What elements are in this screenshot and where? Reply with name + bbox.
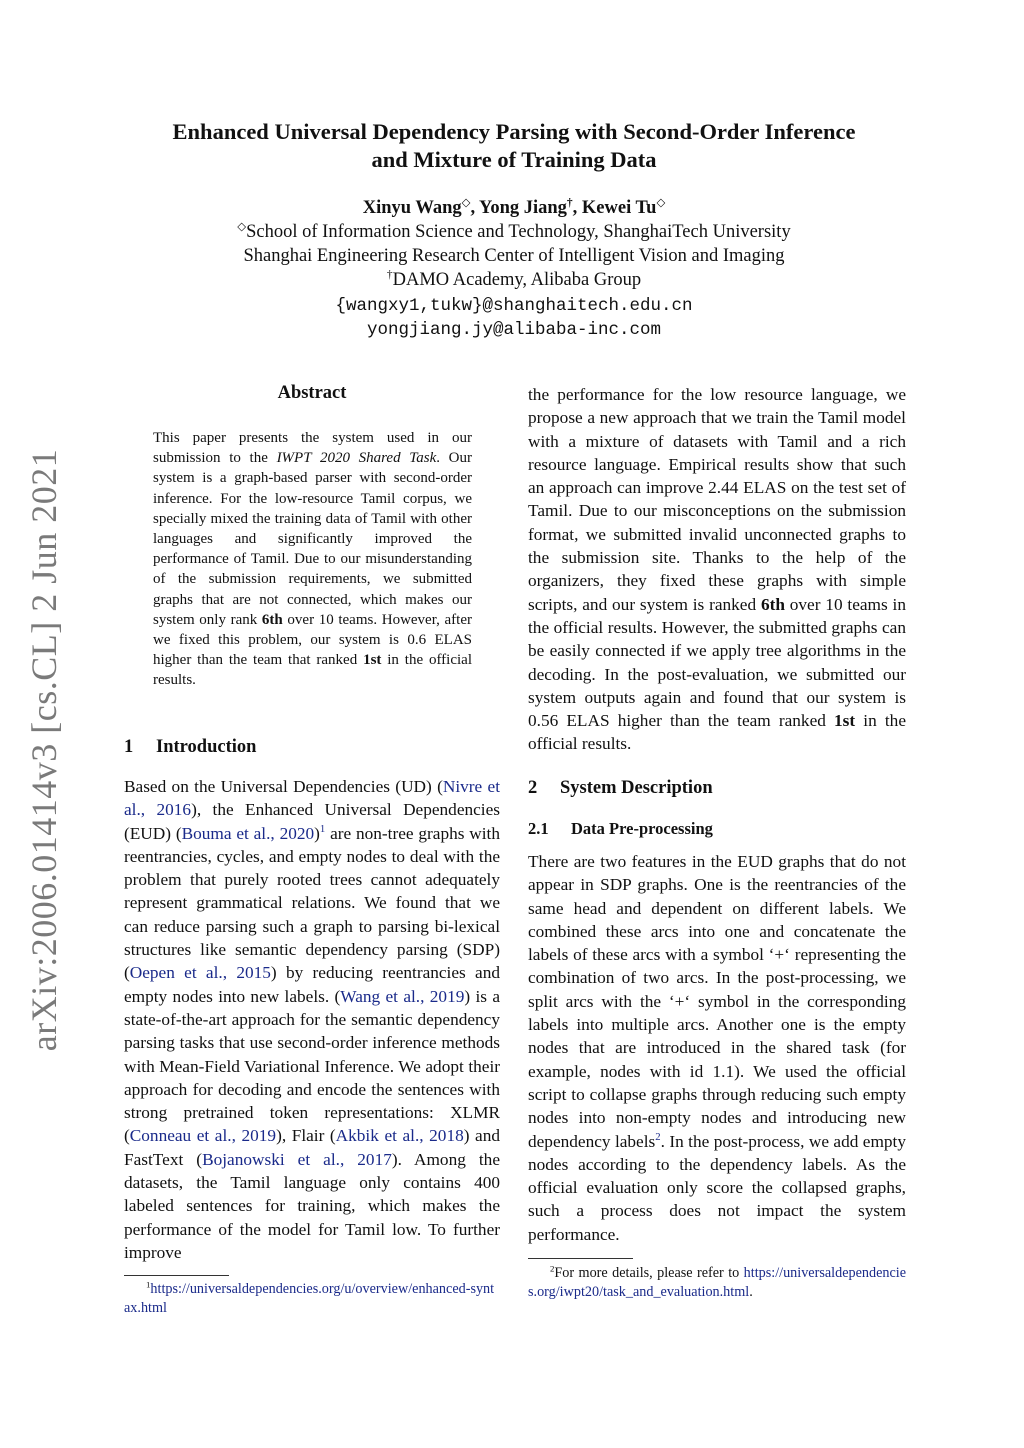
affiliation-3-text: DAMO Academy, Alibaba Group bbox=[392, 270, 642, 290]
author-1-mark: ◇ bbox=[461, 196, 471, 209]
affiliation-2-text: Shanghai Engineering Research Center of Intelligent Vision and Imaging bbox=[243, 246, 785, 266]
affiliation-1-mark: ◇ bbox=[237, 220, 247, 233]
abstract-text: . Our system is a graph-based parser with second-order inference. For the low-resource Tamil corpus, we specially mixed the training data of Tamil with other languages and significantly improved the performance of Tamil. Due to our misunderstanding of the submission requirements, we submitted graphs that are not connected, which makes our system only rank bbox=[153, 450, 473, 628]
affiliation-3-mark: † bbox=[386, 268, 393, 281]
footnote-2 bbox=[528, 1259, 906, 1301]
author-separator: , bbox=[572, 198, 582, 218]
footnote-1-link[interactable]: https://universaldependencies.org/u/overview/enhanced-syntax.html bbox=[124, 1281, 495, 1316]
affiliation-2 bbox=[120, 246, 908, 267]
title-line-1: Enhanced Universal Dependency Parsing with Second-Order Inference bbox=[172, 119, 856, 144]
author-list bbox=[120, 198, 908, 219]
intro-text: ) and FastText ( bbox=[124, 1126, 501, 1169]
arxiv-id-text: arXiv:2006.01414v3 [cs.CL] 2 Jun 2021 bbox=[24, 448, 65, 1052]
section-number: 2 bbox=[528, 778, 538, 798]
intro-text: ), Flair ( bbox=[276, 1126, 336, 1146]
citation-link[interactable]: Bouma et al., 2020 bbox=[181, 823, 315, 843]
paper-title bbox=[120, 118, 908, 174]
abstract-text: This paper presents the system used in our submission to the bbox=[153, 430, 472, 467]
citation-link[interactable]: Akbik et al., 2018 bbox=[335, 1126, 464, 1146]
intro-text: Based on the Universal Dependencies (UD) ( bbox=[124, 777, 443, 796]
abstract-text: over 10 teams. However, after we fixed this problem, our system is 0.6 ELAS higher than the team that ranked bbox=[153, 611, 472, 669]
footnote-2-text: For more details, please refer to bbox=[554, 1265, 744, 1281]
intro-text: ). Among the datasets, the Tamil language only contains 400 labeled sentences for training, which makes the performance of the model for Tamil low. To further improve bbox=[124, 1149, 500, 1262]
footnote-ref-1[interactable]: 1 bbox=[319, 822, 326, 835]
email-1-text: {wangxy1,tukw}@shanghaitech.edu.cn bbox=[335, 296, 693, 316]
citation-link[interactable]: Wang et al., 2019 bbox=[340, 986, 465, 1006]
introduction-continued bbox=[528, 383, 906, 756]
intro-text: ) bbox=[314, 823, 320, 843]
section-title: System Description bbox=[560, 778, 713, 798]
footnote-2-text: . bbox=[749, 1283, 753, 1300]
footnote-2-link[interactable]: https://universaldependencies.org/iwpt20/task_and_evaluation.html bbox=[528, 1265, 906, 1300]
footnote-1-mark: 1 bbox=[146, 1279, 151, 1290]
preprocessing-text: . In the post-process, we add empty nodes according to the dependency labels. As the official evaluation only score the collapsed graphs, such a process does not impact the system performance. bbox=[528, 1131, 906, 1244]
author-separator: , bbox=[470, 198, 480, 218]
footnote-1 bbox=[124, 1276, 500, 1317]
rank-bold: 1st bbox=[834, 711, 856, 731]
footnote-area-left bbox=[124, 1275, 500, 1317]
author-1: Xinyu Wang bbox=[362, 198, 462, 218]
intro-cont-text: the performance for the low resource language, we propose a new approach that we train the Tamil model with a mixture of datasets with Tamil and a rich resource language. Empirical results show that such an approach can improve 2.44 ELAS on the test set of Tamil. Due to our misconceptions on the submission format, we submitted invalid unconnected graphs to the submission site. Thanks to the help of the organizers, they fixed these graphs with simple scripts, and our system is ranked bbox=[528, 385, 906, 614]
data-preprocessing-paragraph bbox=[528, 850, 906, 1246]
section-1-heading bbox=[124, 737, 500, 758]
rank-bold: 6th bbox=[760, 594, 785, 614]
abstract-body bbox=[153, 428, 472, 691]
intro-cont-text: over 10 teams in the official results. However, the submitted graphs can be easily connected if we apply tree algorithms in the decoding. In the post-evaluation, we submitted our system outputs again and found that our system is 0.56 ELAS higher than the team ranked bbox=[528, 594, 906, 731]
abstract-heading: Abstract bbox=[277, 383, 347, 403]
citation-link[interactable]: Conneau et al., 2019 bbox=[129, 1126, 277, 1146]
subsection-2-1-heading bbox=[528, 819, 906, 839]
affiliation-1-text: School of Information Science and Technology, ShanghaiTech University bbox=[246, 222, 791, 242]
citation-link[interactable]: Bojanowski et al., 2017 bbox=[202, 1149, 392, 1169]
title-line-2: and Mixture of Training Data bbox=[371, 147, 657, 172]
intro-text: are non-tree graphs with reentrancies, cycles, and empty nodes to deal with the problem that purely rooted trees cannot adequately represent grammatical relations. We found that we can reduce parsing such a graph to parsing bi-lexical structures like semantic dependency parsing (SDP) ( bbox=[124, 823, 501, 983]
abstract-rank: 6th bbox=[261, 611, 283, 628]
author-3: Kewei Tu bbox=[581, 198, 657, 218]
introduction-paragraph bbox=[124, 775, 500, 1264]
affiliation-3 bbox=[120, 270, 908, 291]
subsection-title: Data Pre-processing bbox=[571, 819, 713, 838]
abstract-task-name: IWPT 2020 Shared Task bbox=[276, 450, 437, 467]
section-number: 1 bbox=[124, 737, 134, 757]
section-2-heading bbox=[528, 778, 906, 799]
footnote-area-right bbox=[528, 1258, 906, 1301]
arxiv-identifier bbox=[14, 448, 74, 1052]
email-2 bbox=[120, 320, 908, 340]
preprocessing-text: There are two features in the EUD graphs that do not appear in SDP graphs. One is the reentrancies of the same head and dependent on different labels. We combined these arcs into one and concatenate the labels of these arcs with a symbol ‘+‘ representing the combination of two arcs. In the post-processing, we split arcs with the ‘+‘ symbol in the corresponding labels into multiple arcs. Another one is the empty nodes that are introduced in the shared task (for example, nodes with id 1.1). We used the official script to collapse graphs through reducing such empty nodes into non-empty nodes and introducing new dependency labels bbox=[528, 852, 906, 1151]
citation-link[interactable]: Oepen et al., 2015 bbox=[129, 963, 271, 983]
section-title: Introduction bbox=[156, 737, 257, 757]
affiliation-1 bbox=[120, 222, 908, 243]
citation-link[interactable]: Nivre et al., 2016 bbox=[124, 777, 500, 820]
intro-text: ), the Enhanced Universal Dependencies (EUD) ( bbox=[124, 800, 501, 843]
author-3-mark: ◇ bbox=[656, 196, 666, 209]
abstract-text: in the official results. bbox=[153, 652, 472, 689]
footnote-2-mark: 2 bbox=[550, 1263, 555, 1274]
intro-text: ) is a state-of-the-art approach for the semantic dependency parsing tasks that use second-order inference methods with Mean-Field Variational Inference. We adopt their approach for decoding and encode the sentences with strong pretrained token representations: XLMR ( bbox=[124, 986, 500, 1146]
subsection-number: 2.1 bbox=[528, 819, 549, 838]
email-1 bbox=[120, 296, 908, 316]
email-2-text: yongjiang.jy@alibaba-inc.com bbox=[366, 320, 662, 340]
intro-text: ) by reducing reentrancies and empty nodes into new labels. ( bbox=[124, 963, 500, 1006]
footnote-ref-2[interactable]: 2 bbox=[655, 1130, 661, 1143]
abstract-rank-2: 1st bbox=[363, 652, 382, 669]
intro-cont-text: in the official results. bbox=[528, 711, 906, 754]
author-2: Yong Jiang bbox=[479, 198, 567, 218]
author-2-mark: † bbox=[566, 196, 573, 209]
